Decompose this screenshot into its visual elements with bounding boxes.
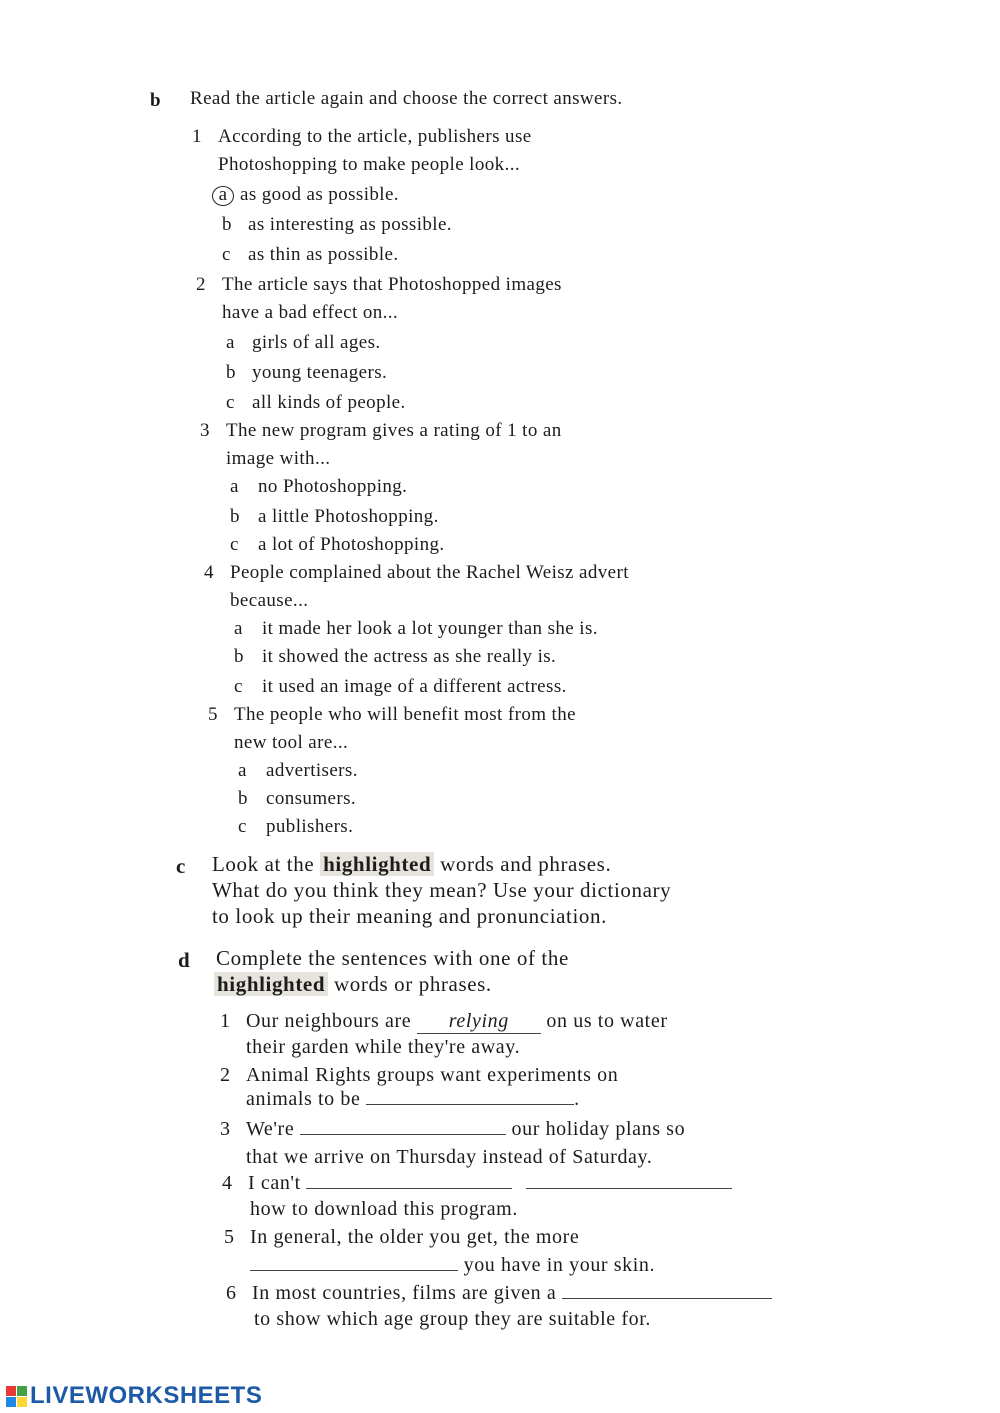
section-d-line-1: Complete the sentences with one of the bbox=[216, 946, 569, 970]
question-stem: image with... bbox=[226, 448, 331, 469]
sentence-item: 5 In general, the older you get, the more bbox=[224, 1226, 580, 1248]
answer-blank[interactable] bbox=[417, 1010, 541, 1034]
logo-text: LIVEWORKSHEETS bbox=[30, 1382, 263, 1409]
question-stem: The new program gives a rating of 1 to an bbox=[226, 420, 562, 441]
option-c[interactable]: c as thin as possible. bbox=[222, 244, 399, 265]
question-number: 3 bbox=[200, 420, 210, 441]
sentence-continuation: animals to be . bbox=[246, 1088, 580, 1110]
section-b-instruction: Read the article again and choose the correct answers. bbox=[190, 88, 623, 109]
section-c-line-3: to look up their meaning and pronunciation. bbox=[212, 904, 607, 928]
option-b[interactable]: b consumers. bbox=[238, 788, 357, 809]
logo-square bbox=[17, 1386, 27, 1396]
question-number: 4 bbox=[204, 562, 214, 583]
question-stem: According to the article, publishers use bbox=[218, 126, 532, 147]
question-number: 1 bbox=[192, 126, 202, 147]
option-c[interactable]: c it used an image of a different actress. bbox=[234, 676, 567, 697]
question-stem: because... bbox=[230, 590, 309, 611]
section-c-line-1: Look at the highlighted words and phrases. bbox=[212, 852, 612, 876]
answer-blank[interactable] bbox=[526, 1188, 732, 1189]
example-answer: relying bbox=[448, 1010, 509, 1032]
option-b[interactable]: b young teenagers. bbox=[226, 362, 388, 383]
question-stem: The article says that Photoshopped images bbox=[222, 274, 562, 295]
answer-blank[interactable] bbox=[306, 1188, 512, 1189]
option-a[interactable]: a no Photoshopping. bbox=[230, 476, 408, 497]
question-stem: The people who will benefit most from the bbox=[234, 704, 576, 725]
option-a[interactable]: a it made her look a lot younger than she is. bbox=[234, 618, 598, 639]
sentence-continuation: you have in your skin. bbox=[250, 1254, 655, 1277]
answer-blank[interactable] bbox=[562, 1298, 772, 1299]
option-c[interactable]: c all kinds of people. bbox=[226, 392, 406, 413]
question-stem: new tool are... bbox=[234, 732, 349, 753]
sentence-item: 2 Animal Rights groups want experiments on bbox=[220, 1064, 619, 1086]
option-a[interactable]: a advertisers. bbox=[238, 760, 358, 781]
answer-blank[interactable] bbox=[250, 1270, 458, 1271]
highlighted-word: highlighted bbox=[214, 972, 328, 996]
option-b[interactable]: b it showed the actress as she really is. bbox=[234, 646, 557, 667]
sentence-continuation: how to download this program. bbox=[250, 1198, 518, 1220]
logo-square bbox=[6, 1386, 16, 1396]
selected-answer-circle: a bbox=[212, 186, 234, 206]
question-number: 2 bbox=[196, 274, 206, 295]
logo-squares-icon bbox=[6, 1386, 27, 1407]
section-d-letter: d bbox=[178, 948, 191, 972]
section-b-letter: b bbox=[150, 90, 161, 111]
logo-square bbox=[6, 1397, 16, 1407]
option-a[interactable]: a girls of all ages. bbox=[226, 332, 381, 353]
sentence-item: 6 In most countries, films are given a bbox=[226, 1282, 772, 1305]
sentence-item: 3 We're our holiday plans so bbox=[220, 1118, 686, 1140]
option-b[interactable]: b a little Photoshopping. bbox=[230, 506, 439, 527]
sentence-continuation: that we arrive on Thursday instead of Saturday. bbox=[246, 1146, 653, 1168]
section-d-line-2: highlighted words or phrases. bbox=[214, 972, 492, 997]
sentence-item: 4 I can't bbox=[222, 1172, 732, 1195]
option-a[interactable]: a as good as possible. bbox=[212, 184, 399, 206]
answer-blank[interactable] bbox=[300, 1134, 506, 1135]
logo-square bbox=[17, 1397, 27, 1407]
question-stem: People complained about the Rachel Weisz advert bbox=[230, 562, 629, 583]
question-stem: Photoshopping to make people look... bbox=[218, 154, 521, 175]
option-c[interactable]: c a lot of Photoshopping. bbox=[230, 534, 445, 555]
answer-blank[interactable] bbox=[366, 1104, 574, 1105]
liveworksheets-logo[interactable] bbox=[6, 1381, 262, 1411]
question-stem: have a bad effect on... bbox=[222, 302, 399, 323]
option-b[interactable]: b as interesting as possible. bbox=[222, 214, 452, 235]
question-number: 5 bbox=[208, 704, 218, 725]
section-c-letter: c bbox=[176, 854, 186, 878]
sentence-continuation: to show which age group they are suitable for. bbox=[254, 1308, 651, 1330]
sentence-continuation: their garden while they're away. bbox=[246, 1036, 521, 1058]
section-c-line-2: What do you think they mean? Use your dictionary bbox=[212, 878, 672, 902]
option-c[interactable]: c publishers. bbox=[238, 816, 354, 837]
highlighted-word: highlighted bbox=[320, 852, 434, 876]
sentence-item: 1 Our neighbours are relying on us to water bbox=[220, 1010, 668, 1032]
